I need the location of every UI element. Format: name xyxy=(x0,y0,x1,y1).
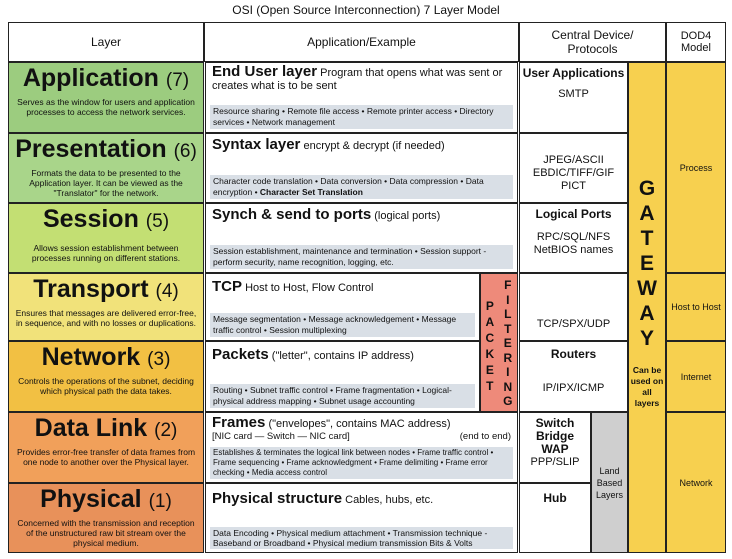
app-details: Session establishment, maintenance and termination • Session support - perform security, name recognition, logging, etc. xyxy=(210,245,513,269)
filtering-letter: N xyxy=(503,379,513,394)
app-cell-physical xyxy=(205,483,518,553)
app-details: Data Encoding • Physical medium attachment • Transmission technique - Baseband or Broadband • Physical medium transmission Bits & Volts xyxy=(210,527,513,549)
filtering-letter: R xyxy=(503,350,513,365)
filtering-letter: I xyxy=(506,292,510,307)
layer-name: Physical xyxy=(40,485,142,513)
netbios-label: NetBIOS names xyxy=(533,244,614,256)
filtering-letter: F xyxy=(504,278,512,292)
app-cell-session xyxy=(205,203,518,273)
app-title: Physical structure xyxy=(212,490,343,507)
app-cell-presentation xyxy=(205,133,518,203)
gateway-letter: Y xyxy=(639,327,654,350)
app-title: Frames xyxy=(212,414,266,431)
app-subtitle: Cables, hubs, etc. xyxy=(345,494,434,506)
app-title: Syntax layer xyxy=(212,136,301,153)
layer-transport xyxy=(8,273,204,341)
layer-description: Allows session establishment between processes running on different stations. xyxy=(31,243,181,263)
filtering-letter: G xyxy=(503,394,513,408)
rpc-label: RPC/SQL/NFS xyxy=(536,231,611,243)
central-cell-transport xyxy=(519,273,628,341)
app-subtitle: ("envelopes", contains MAC address) xyxy=(268,418,451,430)
dod-network: Network xyxy=(666,412,726,553)
gateway-letter: W xyxy=(637,277,657,300)
app-subtitle: encrypt & decrypt (if needed) xyxy=(303,140,445,152)
central-cell-presentation xyxy=(519,133,628,203)
header-layer: Layer xyxy=(8,22,204,62)
layer-description: Provides error-free transfer of data frames from one node to another over the Physical layer. xyxy=(16,447,196,467)
layer-name: Network xyxy=(41,343,141,371)
bridge-label: Bridge xyxy=(535,429,574,443)
filtering-letter: E xyxy=(503,336,512,350)
header-dod: DOD4 Model xyxy=(666,22,726,62)
ip-protocols-label: IP/IPX/ICMP xyxy=(542,382,605,394)
gateway-letter: A xyxy=(639,302,655,325)
layer-name: Transport xyxy=(33,275,149,303)
app-subtitle: Host to Host, Flow Control xyxy=(245,282,374,294)
app-title: Synch & send to ports xyxy=(212,206,372,223)
layer-description: Serves as the window for users and application processes to access the network services. xyxy=(17,97,195,117)
wap-label: WAP xyxy=(541,442,569,456)
logical-ports-label: Logical Ports xyxy=(535,207,612,221)
land-based-layers: Land Based Layers xyxy=(591,412,628,553)
switch-label: Switch xyxy=(535,416,575,430)
ebdic-label: EBDIC/TIFF/GIF xyxy=(532,167,615,179)
diagram-title: OSI (Open Source Interconnection) 7 Layer Model xyxy=(232,3,500,17)
gateway-column xyxy=(628,62,666,553)
jpeg-ascii-label: JPEG/ASCII xyxy=(543,154,604,166)
layer-application xyxy=(8,62,204,133)
app-nic-line: [NIC card — Switch — NIC card] xyxy=(212,431,350,442)
dod-internet: Internet xyxy=(666,341,726,412)
layer-number: (1) xyxy=(148,491,172,512)
app-end-to-end: (end to end) xyxy=(459,431,511,442)
central-cell-session xyxy=(519,203,628,273)
layer-name: Session xyxy=(42,205,139,233)
gateway-letter: T xyxy=(640,227,654,250)
app-details: Establishes & terminates the logical link between nodes • Frame traffic control • Frame sequencing • Frame acknowledgment • Frame delimiting • Frame error checking • Media access control xyxy=(210,447,513,479)
layer-number: (4) xyxy=(155,281,179,302)
filtering-letter: T xyxy=(504,321,512,336)
layer-description: Controls the operations of the subnet, deciding which physical path the data takes. xyxy=(18,376,194,396)
layer-number: (7) xyxy=(165,70,190,91)
packet-letter: E xyxy=(485,363,494,377)
smtp-label: SMTP xyxy=(558,88,589,100)
dod-process: Process xyxy=(666,62,726,273)
layer-number: (6) xyxy=(173,141,197,162)
app-details: Character code translation • Data conversion • Data compression • Data encryption • Character Set Translation xyxy=(210,175,513,199)
app-details: Routing • Subnet traffic control • Frame fragmentation • Logical-physical address mapping • Subnet usage accounting xyxy=(210,384,475,408)
layer-data-link xyxy=(8,412,204,483)
hub-label: Hub xyxy=(543,491,567,505)
central-cell-data-link xyxy=(519,412,591,483)
app-cell-data-link xyxy=(205,412,518,483)
layer-presentation xyxy=(8,133,204,203)
gateway-note: Can be used on all layers xyxy=(630,365,664,408)
header-application: Application/Example xyxy=(204,22,519,62)
dod-host-to-host: Host to Host xyxy=(666,273,726,341)
layer-number: (3) xyxy=(147,349,171,370)
layer-session xyxy=(8,203,204,273)
app-title: TCP xyxy=(212,278,242,295)
packet-letter: T xyxy=(486,379,494,393)
routers-label: Routers xyxy=(550,347,597,361)
packet-filtering-box xyxy=(480,273,518,412)
layer-name: Application xyxy=(22,64,159,92)
ppp-slip-label: PPP/SLIP xyxy=(530,456,580,468)
app-details: Message segmentation • Message acknowledgement • Message traffic control • Session multiplexing xyxy=(210,313,475,337)
packet-letter: K xyxy=(485,347,495,361)
central-cell-application xyxy=(519,62,628,133)
central-cell-physical xyxy=(519,483,591,553)
layer-description: Ensures that messages are delivered error-free, in sequence, and with no losses or duplications. xyxy=(15,308,197,328)
layer-description: Concerned with the transmission and reception of the unstructured raw bit stream over the physical medium. xyxy=(17,518,195,548)
gateway-letter: G xyxy=(638,177,656,200)
layer-name: Presentation xyxy=(15,135,167,163)
layer-network xyxy=(8,341,204,412)
filtering-letter: L xyxy=(504,307,512,321)
tcp-protocols-label: TCP/SPX/UDP xyxy=(536,318,611,330)
app-details: Resource sharing • Remote file access • Remote printer access • Directory services • Network management xyxy=(210,105,513,129)
gateway-letter: A xyxy=(639,202,655,225)
pict-label: PICT xyxy=(560,180,587,192)
app-title: End User layer xyxy=(212,63,318,80)
app-cell-application xyxy=(205,62,518,133)
packet-letter: P xyxy=(485,299,494,313)
packet-letter: C xyxy=(485,331,495,345)
layer-name: Data Link xyxy=(34,414,148,442)
layer-description: Formats the data to be presented to the Application layer. It can be viewed as the "Translator" for the network. xyxy=(29,168,183,198)
central-cell-network xyxy=(519,341,628,412)
app-title: Packets xyxy=(212,346,269,363)
app-subtitle: ("letter", contains IP address) xyxy=(271,350,414,362)
user-applications-label: User Applications xyxy=(522,66,625,80)
app-cell-network xyxy=(205,341,480,412)
app-subtitle: Program that opens what was sent or creates what is to be sent xyxy=(212,67,503,92)
packet-letter: A xyxy=(485,315,495,329)
layer-physical xyxy=(8,483,204,553)
layer-number: (5) xyxy=(145,211,170,232)
app-subtitle: (logical ports) xyxy=(374,210,441,222)
layer-number: (2) xyxy=(154,420,178,441)
app-cell-transport xyxy=(205,273,480,341)
gateway-letter: E xyxy=(639,252,654,275)
filtering-letter: I xyxy=(506,365,510,379)
header-central: Central Device/ Protocols xyxy=(519,22,666,62)
